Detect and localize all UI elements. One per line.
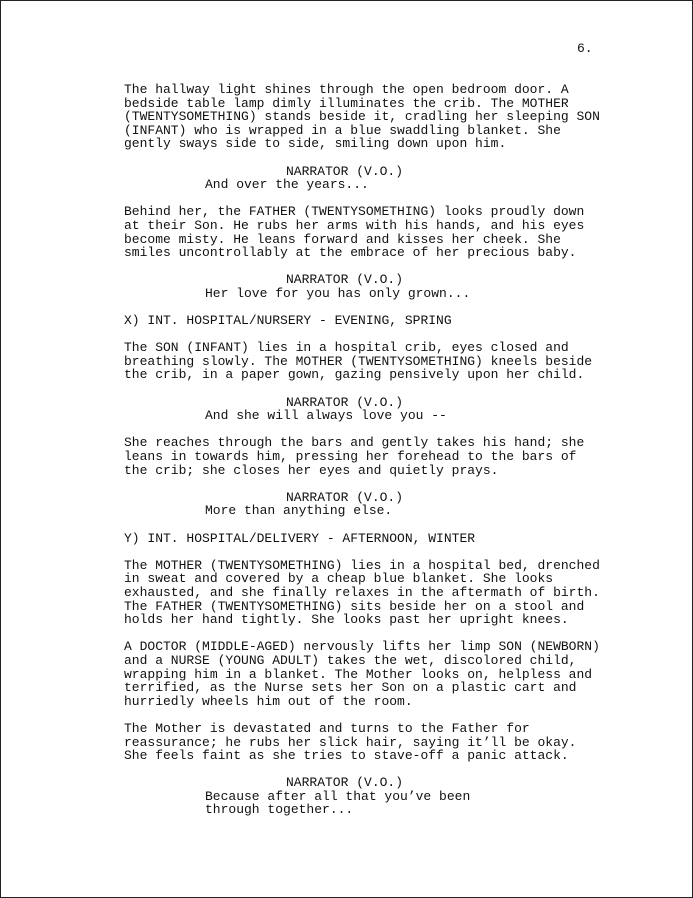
dialogue-line: Because after all that you’ve been through together... [205, 788, 471, 818]
spacer [124, 708, 624, 722]
character-cue: NARRATOR (V.O.) [286, 163, 404, 179]
action-paragraph: The SON (INFANT) lies in a hospital crib, eyes closed and breathing slowly. The MOTHER (TWENTYSOMETHING) kneels beside the crib, in a paper gown, gazing pensively upon her child. [124, 340, 593, 383]
dialogue-line: And she will always love you -- [205, 408, 447, 424]
spacer [124, 423, 624, 437]
spacer [124, 518, 624, 532]
action-paragraph: The MOTHER (TWENTYSOMETHING) lies in a hospital bed, drenched in sweat and covered by a cheap blue blanket. She looks exhausted, and she finally relaxes in the aftermath of birth. The FATHER (TWENTYSOMETHING) sits beside her on a stool and holds her hand tightly. She looks past her upright knees. [124, 557, 600, 628]
dialogue-line: More than anything else. [205, 503, 393, 519]
script-content [124, 83, 624, 817]
spacer [124, 301, 624, 315]
spacer [124, 477, 624, 491]
scene-heading: X) INT. HOSPITAL/NURSERY - EVENING, SPRING [124, 313, 452, 329]
action-paragraph: The Mother is devastated and turns to the Father for reassurance; he rubs her slick hair, saying it’ll be okay. She feels faint as she tries to stave-off a panic attack. [124, 720, 577, 764]
spacer [124, 627, 624, 641]
page-number: 6. [577, 41, 593, 56]
dialogue-line: Her love for you has only grown... [205, 285, 471, 301]
character-cue: NARRATOR (V.O.) [286, 489, 404, 505]
spacer [124, 763, 624, 777]
action-paragraph: She reaches through the bars and gently takes his hand; she leans in towards him, pressing her forehead to the bars of the crib; she closes her eyes and quietly prays. [124, 435, 585, 478]
spacer [124, 328, 624, 342]
dialogue-line: And over the years... [205, 177, 369, 193]
scene-heading: Y) INT. HOSPITAL/DELIVERY - AFTERNOON, WINTER [124, 530, 476, 546]
action-paragraph: A DOCTOR (MIDDLE-AGED) nervously lifts her limp SON (NEWBORN) and a NURSE (YOUNG ADULT) takes the wet, discolored child, wrapping him in a blanket. The Mother looks on, helpless and terrified, as the Nurse sets her Son on a plastic cart and hurriedly wheels him out of the room. [124, 639, 600, 709]
spacer [124, 260, 624, 274]
character-cue: NARRATOR (V.O.) [286, 272, 404, 288]
spacer [124, 151, 624, 165]
spacer [124, 192, 624, 206]
action-paragraph: Behind her, the FATHER (TWENTYSOMETHING) looks proudly down at their Son. He rubs her arms with his hands, and his eyes become misty. He leans forward and kisses her cheek. She smiles uncontrollably at the embrace of her precious baby. [124, 204, 585, 261]
character-cue: NARRATOR (V.O.) [286, 394, 404, 410]
spacer [124, 382, 624, 396]
character-cue: NARRATOR (V.O.) [286, 775, 404, 791]
spacer [124, 545, 624, 559]
action-paragraph: The hallway light shines through the open bedroom door. A bedside table lamp dimly illuminates the crib. The MOTHER (TWENTYSOMETHING) stands beside it, cradling her sleeping SON (INFANT) who is wrapped in a blue swaddling blanket. She gently sways side to side, smiling down upon him. [124, 82, 600, 152]
